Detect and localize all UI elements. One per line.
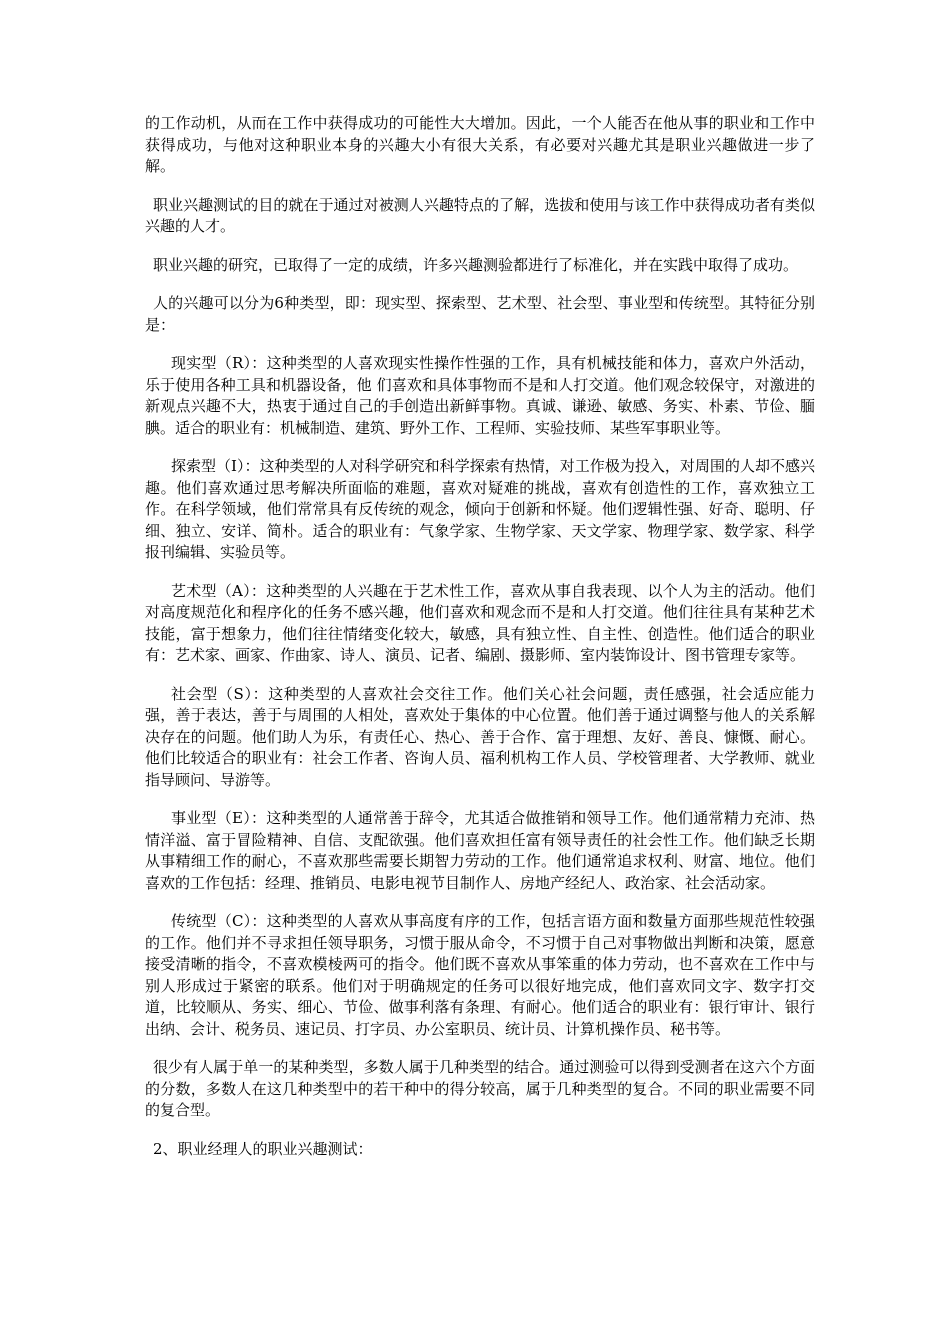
paragraph-artistic-type: 艺术型（A）：这种类型的人兴趣在于艺术性工作，喜欢从事自我表现、以个人为主的活动。他们对高度规范化和程序化的任务不感兴趣，他们喜欢和观念而不是和人打交道。他们往往具有某种艺术技能，富于想象力，他们往往情绪变化较大，敏感，具有独立性、自主性、创造性。他们适合的职业有：艺术家、画家、作曲家、诗人、演员、记者、编剧、摄影师、室内装饰设计、图书管理专家等。	[145, 581, 815, 664]
paragraph-investigative-type: 探索型（I）：这种类型的人对科学研究和科学探索有热情，对工作极为投入，对周围的人却不感兴趣。他们喜欢通过思考解决所面临的难题，喜欢对疑难的挑战，喜欢有创造性的工作，喜欢独立工作。在科学领域，他们常常具有反传统的观念，倾向于创新和怀疑。他们逻辑性强、好奇、聪明、仔细、独立、安详、简朴。适合的职业有：气象学家、生物学家、天文学家、物理学家、数学家、科学报刊编辑、实验员等。	[145, 457, 815, 561]
paragraph-conventional-type: 传统型（C）：这种类型的人喜欢从事高度有序的工作，包括言语方面和数量方面那些规范性较强的工作。他们并不寻求担任领导职务，习惯于服从命令，不习惯于自己对事物做出判断和决策，愿意接受清晰的指令，不喜欢模棱两可的指令。他们既不喜欢从事笨重的体力劳动，也不喜欢在工作中与别人形成过于紧密的联系。他们对于明确规定的任务可以很好地完成，他们喜欢同文字、数字打交道，比较顺从、务实、细心、节俭、做事利落有条理、有耐心。他们适合的职业有：银行审计、银行出纳、会计、税务员、速记员、打字员、办公室职员、统计员、计算机操作员、秘书等。	[145, 912, 815, 1038]
paragraph-social-type: 社会型（S）：这种类型的人喜欢社会交往工作。他们关心社会问题，责任感强，社会适应能力强，善于表达，善于与周围的人相处，喜欢处于集体的中心位置。他们善于通过调整与他人的关系解决存在的问题。他们助人为乐，有责任心、热心、善于合作、富于理想、友好、善良、慷慨、耐心。他们比较适合的职业有：社会工作者、咨询人员、福利机构工作人员、学校管理者、大学教师、就业指导顾问、导游等。	[145, 684, 815, 789]
paragraph-combination: 很少有人属于单一的某种类型，多数人属于几种类型的结合。通过测验可以得到受测者在这六个方面的分数，多数人在这几种类型中的若干种中的得分较高，属于几种类型的复合。不同的职业需要不同的复合型。	[145, 1058, 815, 1119]
paragraph-continuation: 的工作动机，从而在工作中获得成功的可能性大大增加。因此，一个人能否在他从事的职业和工作中获得成功，与他对这种职业本身的兴趣大小有很大关系，有必要对兴趣尤其是职业兴趣做进一步了解。	[145, 114, 815, 175]
paragraph-realistic-type: 现实型（R）：这种类型的人喜欢现实性操作性强的工作，具有机械技能和体力，喜欢户外活动，乐于使用各种工具和机器设备，他 们喜欢和具体事物而不是和人打交道。他们观念较保守，对激进的新观点兴趣不大，热衷于通过自己的手创造出新鲜事物。真诚、谦逊、敏感、务实、朴素、节俭、腼腆。适合的职业有：机械制造、建筑、野外工作、工程师、实验技师、某些军事职业等。	[145, 354, 815, 437]
section-heading: 2、职业经理人的职业兴趣测试：	[153, 1139, 373, 1158]
paragraph-enterprising-type: 事业型（E）：这种类型的人通常善于辞令，尤其适合做推销和领导工作。他们通常精力充沛、热情洋溢、富于冒险精神、自信、支配欲强。他们喜欢担任富有领导责任的社会性工作。他们缺乏长期从事精细工作的耐心，不喜欢那些需要长期智力劳动的工作。他们通常追求权利、财富、地位。他们喜欢的工作包括：经理、推销员、电影电视节目制作人、房地产经纪人、政治家、社会活动家。	[145, 809, 815, 892]
paragraph-research: 职业兴趣的研究，已取得了一定的成绩，许多兴趣测验都进行了标准化，并在实践中取得了成功。	[153, 255, 799, 274]
paragraph-test-purpose: 职业兴趣测试的目的就在于通过对被测人兴趣特点的了解，选拔和使用与该工作中获得成功者有类似兴趣的人才。	[145, 195, 815, 235]
document-page	[145, 113, 815, 1177]
paragraph-six-types-intro: 人的兴趣可以分为6种类型，即：现实型、探索型、艺术型、社会型、事业型和传统型。其特征分别是：	[145, 294, 815, 334]
